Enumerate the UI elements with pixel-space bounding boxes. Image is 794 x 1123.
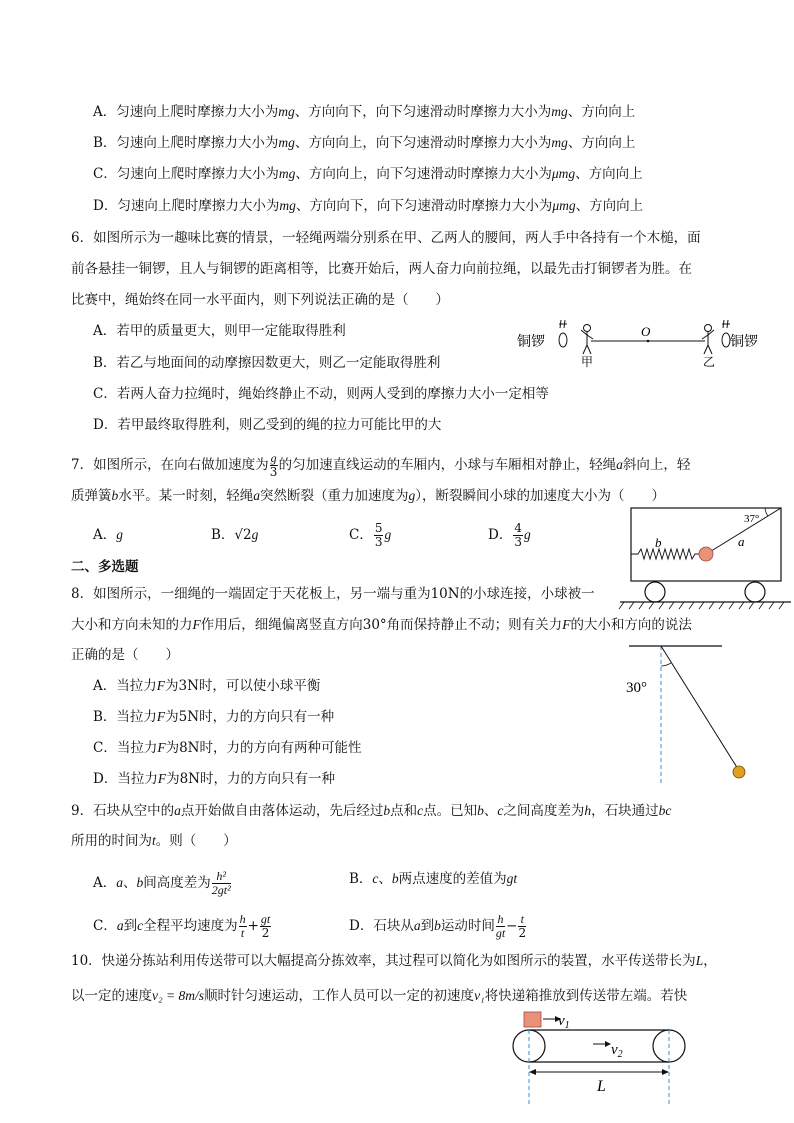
q9-option-a: A．a、b间高度差为 $\frac{\text{h²}}{\text{2gt²}}$ bbox=[93, 869, 231, 897]
q9-stem-line2: 所用的时间为t。则（ ） bbox=[71, 833, 237, 849]
q8-pendulum-figure bbox=[615, 635, 755, 785]
q7-spring-b-label: b bbox=[655, 535, 662, 550]
ball bbox=[733, 766, 745, 778]
q10-stem-line2: 以一定的速度v₂ = 8m/s顺时针匀速运动，工作人员可以一定的初速度v₁将快递箱推放到传送带左端。若快 bbox=[71, 988, 688, 1004]
q7-fraction-g-over-3: $\frac{g}{3}$ bbox=[269, 451, 278, 479]
q6-option-d: D．若甲最终取得胜利，则乙受到的绳的拉力可能比甲的大 bbox=[93, 417, 442, 433]
ball bbox=[699, 547, 713, 561]
mallet-right-icon bbox=[722, 320, 730, 328]
q8-option-b: B．当拉力F为5N时，力的方向只有一种 bbox=[93, 709, 335, 725]
q7-carriage-figure bbox=[618, 505, 793, 613]
q7-option-c: C． $\frac{5}{3}$ g bbox=[349, 521, 392, 549]
q7-option-d: D． $\frac{4}{3}$ g bbox=[488, 521, 531, 549]
q6-option-b: B．若乙与地面间的动摩擦因数更大，则乙一定能取得胜利 bbox=[93, 355, 441, 371]
q7-option-a: A．g bbox=[93, 527, 123, 543]
point-o bbox=[647, 340, 650, 343]
q5-option-b: B．匀速向上爬时摩擦力大小为mg、方向向上，向下匀速滑动时摩擦力大小为mg、方向向上 bbox=[93, 135, 636, 151]
package-box bbox=[524, 1012, 541, 1027]
person-yi-icon bbox=[702, 325, 714, 355]
q6-o-label: O bbox=[641, 324, 651, 339]
q6-stem-line1: 6．如图所示为一趣味比赛的情景，一轻绳两端分别系在甲、乙两人的腰间，两人手中各持有一个木槌，面 bbox=[71, 230, 701, 246]
q10-conveyor-figure bbox=[505, 1006, 700, 1118]
q5-option-a: A．匀速向上爬时摩擦力大小为mg、方向向下，向下匀速滑动时摩擦力大小为mg、方向向上 bbox=[93, 104, 636, 120]
q6-gong-right-label: 铜锣 bbox=[730, 335, 758, 350]
q5-option-c: C．匀速向上爬时摩擦力大小为mg、方向向上，向下匀速滑动时摩擦力大小为μmg、方向向上 bbox=[93, 166, 643, 182]
q10-stem-line1: 10．快递分拣站利用传送带可以大幅提高分拣效率，其过程可以简化为如图所示的装置，水平传送带长为L， bbox=[71, 953, 717, 969]
q7-rope-a-label: a bbox=[738, 534, 745, 549]
q8-angle-label: 30° bbox=[626, 680, 647, 696]
q7-option-b: B．√2g bbox=[211, 527, 259, 543]
ground-hatch bbox=[619, 602, 784, 609]
gong-left-icon bbox=[559, 333, 567, 347]
q10-v1-label: $v_1$ bbox=[558, 1013, 570, 1031]
q6-stem-line2: 前各悬挂一铜锣，且人与铜锣的距离相等，比赛开始后，两人奋力向前拉绳，以最先击打铜锣者为胜。在 bbox=[71, 261, 692, 277]
q6-yi-label: 乙 bbox=[703, 355, 716, 369]
q7-stem-line2: 质弹簧b水平。某一时刻，轻绳a突然断裂（重力加速度为g），断裂瞬间小球的加速度大小为（ ） bbox=[71, 488, 665, 504]
q7-stem-line1: 7．如图所示，在向右做加速度为 $\frac{g}{3}$ 的匀加速直线运动的车厢内，小球与车厢相对静止，轻绳a斜向上，轻 bbox=[71, 451, 691, 479]
q10-v2-label: $v_2$ bbox=[611, 1042, 623, 1060]
q9-option-d: D．石块从a到b运动时间 $\frac{h}{gt}$ − $\frac{t}{2}$ bbox=[349, 912, 527, 940]
q7-angle-label: 37° bbox=[744, 513, 760, 525]
q10-length-label: L bbox=[597, 1078, 606, 1095]
q6-option-c: C．若两人奋力拉绳时，绳始终静止不动，则两人受到的摩擦力大小一定相等 bbox=[93, 386, 549, 402]
q6-option-a: A．若甲的质量更大，则甲一定能取得胜利 bbox=[93, 323, 346, 339]
q6-tug-of-war-figure bbox=[515, 312, 770, 372]
q8-stem-line2: 大小和方向未知的力F作用后，细绳偏离竖直方向30°角而保持静止不动；则有关力F的大小和方向的说法 bbox=[71, 617, 692, 633]
q6-gong-left-label: 铜锣 bbox=[517, 335, 545, 350]
q8-option-c: C．当拉力F为8N时，力的方向有两种可能性 bbox=[93, 740, 362, 756]
q9-stem-line1: 9．石块从空中的a点开始做自由落体运动，先后经过b点和c点。已知b、c之间高度差为h，石块通过bc bbox=[71, 803, 672, 819]
q6-stem-line3: 比赛中，绳始终在同一水平面内，则下列说法正确的是（ ） bbox=[71, 292, 449, 308]
gong-right-icon bbox=[722, 333, 730, 347]
wheel-right bbox=[745, 582, 765, 602]
spring-b bbox=[631, 549, 700, 559]
string bbox=[661, 646, 738, 769]
q5-option-d: D．匀速向上爬时摩擦力大小为mg、方向向下，向下匀速滑动时摩擦力大小为μmg、方向向上 bbox=[93, 198, 644, 214]
wheel-left bbox=[645, 582, 665, 602]
section-heading-multiple-choice: 二、多选题 bbox=[71, 559, 139, 575]
person-jia-icon bbox=[581, 325, 593, 355]
q8-stem-line1: 8．如图所示，一细绳的一端固定于天花板上，另一端与重为10N的小球连接，小球被一 bbox=[71, 586, 595, 602]
q6-jia-label: 甲 bbox=[581, 355, 594, 369]
q8-option-a: A．当拉力F为3N时，可以使小球平衡 bbox=[93, 678, 321, 694]
q8-stem-line3: 正确的是（ ） bbox=[71, 647, 179, 663]
mallet-left-icon bbox=[559, 320, 567, 328]
q9-option-b: B．c、b两点速度的差值为gt bbox=[349, 871, 518, 887]
q8-option-d: D．当拉力F为8N时，力的方向只有一种 bbox=[93, 771, 335, 787]
q9-option-c: C．a到c全程平均速度为 $\frac{h}{t}$ + $\frac{gt}{2}$ bbox=[93, 912, 271, 940]
